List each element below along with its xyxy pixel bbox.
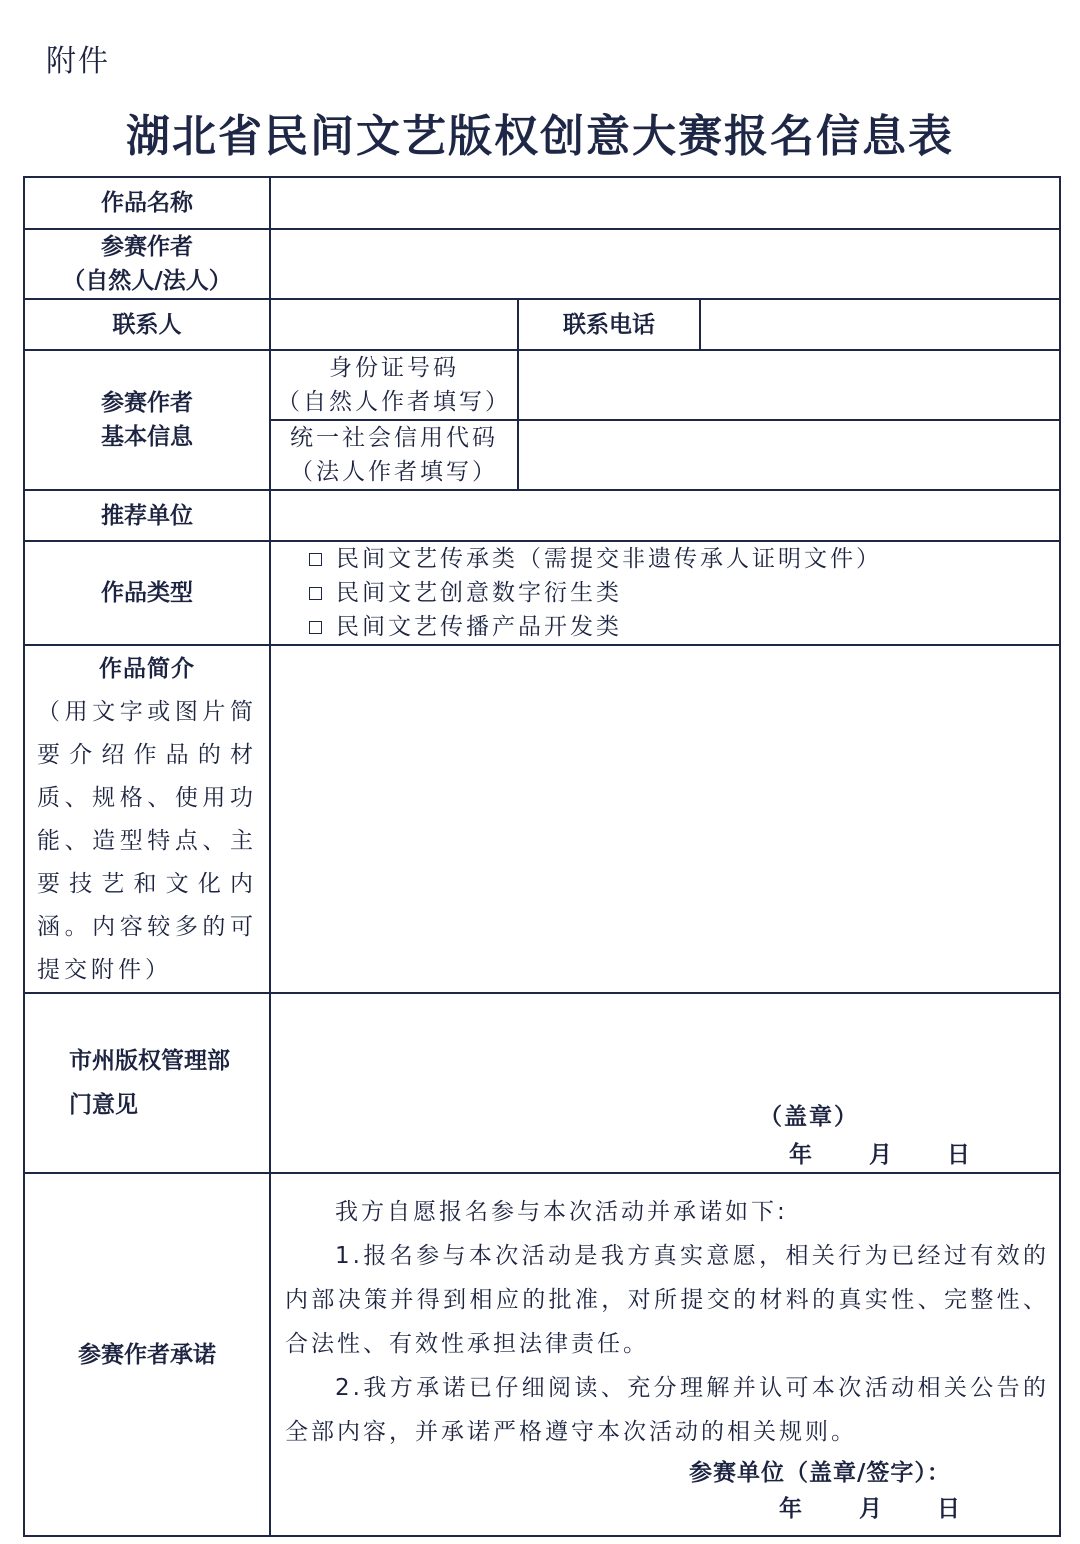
- row-author: [24, 229, 1060, 299]
- attachment-label: 附件: [46, 44, 110, 79]
- form-title: 湖北省民间文艺版权创意大赛报名信息表: [126, 111, 954, 162]
- work-intro-instructions: （用文字或图片简要介绍作品的材质、规格、使用功能、造型特点、主要技艺和文化内涵。内容较多的可提交附件）: [37, 699, 257, 983]
- basic-info-label: [24, 350, 270, 490]
- credit-code-label: [270, 420, 518, 490]
- work-type-option-digital[interactable]: [309, 576, 1059, 610]
- promise-content: [270, 1173, 1060, 1536]
- author-label: [24, 229, 270, 299]
- promise-intro: 我方自愿报名参与本次活动并承诺如下:: [335, 1199, 788, 1225]
- row-contact: [24, 299, 1060, 350]
- row-promise: [24, 1173, 1060, 1536]
- checkbox-icon[interactable]: [309, 621, 322, 634]
- row-id-number: [24, 350, 1060, 420]
- row-work-intro: [24, 645, 1060, 993]
- sign-label: 参赛单位（盖章/签字）：: [689, 1460, 951, 1486]
- work-intro-field[interactable]: [270, 645, 1060, 993]
- promise-day-label: 日: [937, 1496, 960, 1522]
- promise-item-1: 1.报名参与本次活动是我方真实意愿，相关行为已经过有效的内部决策并得到相应的批准，对所提交的材料的真实性、完整性、合法性、有效性承担法律责任。: [285, 1243, 1050, 1357]
- contact-field[interactable]: [270, 299, 518, 350]
- work-type-option-label: 民间文艺传承类（需提交非遗传承人证明文件）: [336, 546, 882, 572]
- promise-year-label: 年: [779, 1496, 802, 1522]
- stamp-label: （盖章）: [759, 1104, 859, 1130]
- author-label-line1: 参赛作者: [101, 234, 193, 260]
- work-name-label: 作品名称: [24, 177, 270, 229]
- row-recommender: [24, 490, 1060, 541]
- work-type-option-label: 民间文艺传播产品开发类: [336, 614, 622, 640]
- checkbox-icon[interactable]: [309, 587, 322, 600]
- id-number-line1: 身份证号码: [329, 355, 459, 381]
- year-label: 年: [789, 1142, 812, 1168]
- id-number-label: [270, 350, 518, 420]
- basic-info-line1: 参赛作者: [101, 390, 193, 416]
- checkbox-icon[interactable]: [309, 553, 322, 566]
- work-intro-heading: 作品简介: [99, 656, 195, 682]
- id-number-field[interactable]: [518, 350, 1060, 420]
- registration-form-table: [23, 176, 1061, 1537]
- credit-code-field[interactable]: [518, 420, 1060, 490]
- work-name-field[interactable]: [270, 177, 1060, 229]
- row-work-name: [24, 177, 1060, 229]
- basic-info-line2: 基本信息: [101, 424, 193, 450]
- promise-month-label: 月: [859, 1496, 882, 1522]
- dept-opinion-line2: 门意见: [69, 1092, 138, 1118]
- id-number-line2: （自然人作者填写）: [277, 389, 511, 415]
- dept-opinion-line1: 市州版权管理部: [69, 1048, 230, 1074]
- row-dept-opinion: [24, 993, 1060, 1173]
- work-type-options: [270, 541, 1060, 645]
- credit-code-line1: 统一社会信用代码: [290, 425, 498, 451]
- promise-label: 参赛作者承诺: [24, 1173, 270, 1536]
- credit-code-line2: （法人作者填写）: [290, 459, 498, 485]
- work-type-label: 作品类型: [24, 541, 270, 645]
- day-label: 日: [947, 1142, 970, 1168]
- work-type-option-heritage[interactable]: [309, 542, 1059, 576]
- work-type-option-label: 民间文艺创意数字衍生类: [336, 580, 622, 606]
- phone-label: 联系电话: [518, 299, 700, 350]
- dept-opinion-label: [24, 993, 270, 1173]
- author-field[interactable]: [270, 229, 1060, 299]
- recommender-field[interactable]: [270, 490, 1060, 541]
- month-label: 月: [869, 1142, 892, 1168]
- promise-item-2: 2.我方承诺已仔细阅读、充分理解并认可本次活动相关公告的全部内容，并承诺严格遵守本次活动的相关规则。: [285, 1375, 1050, 1445]
- row-work-type: [24, 541, 1060, 645]
- author-label-line2: （自然人/法人）: [62, 268, 232, 294]
- phone-field[interactable]: [700, 299, 1060, 350]
- recommender-label: 推荐单位: [24, 490, 270, 541]
- work-type-option-product[interactable]: [309, 610, 1059, 644]
- work-intro-label: [24, 645, 270, 993]
- contact-label: 联系人: [24, 299, 270, 350]
- dept-opinion-field[interactable]: [270, 993, 1060, 1173]
